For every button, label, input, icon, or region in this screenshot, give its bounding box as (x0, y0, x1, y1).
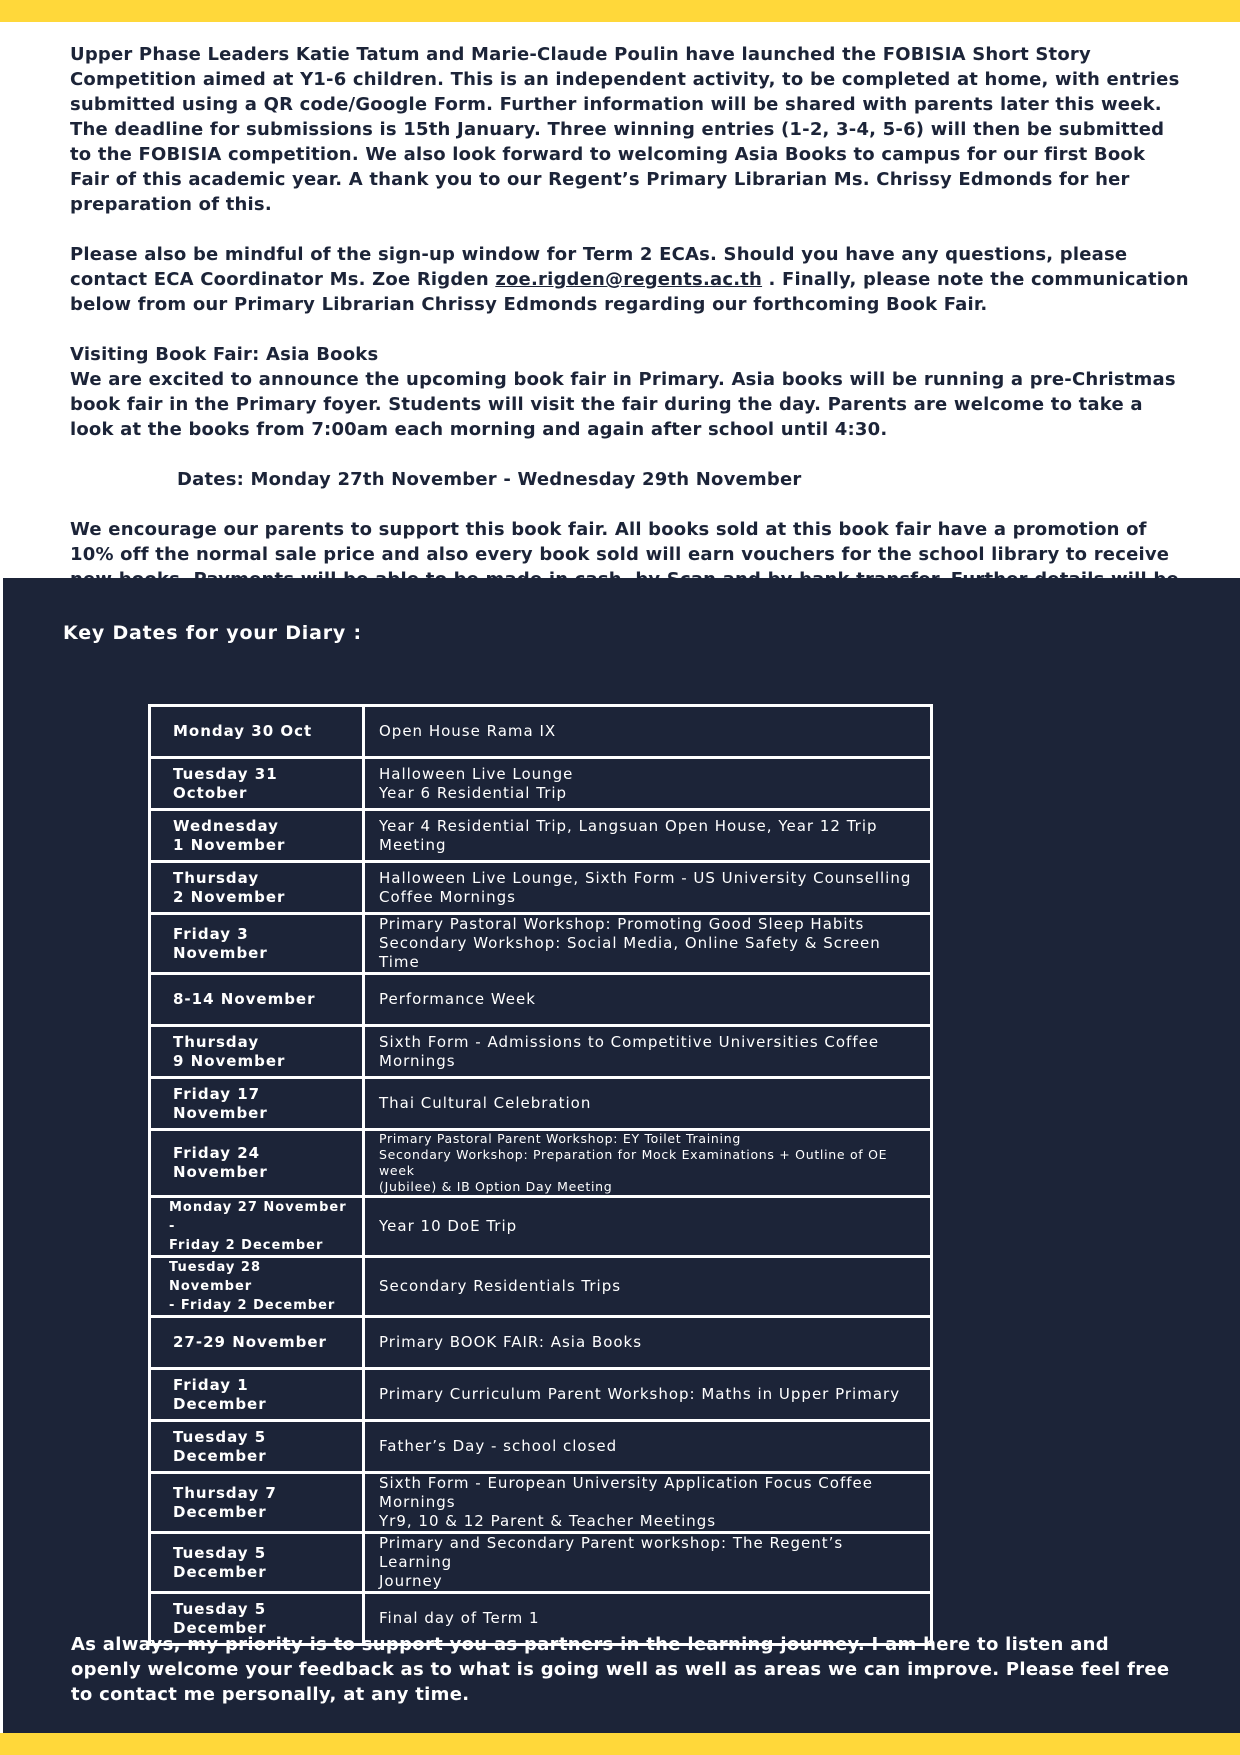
event-cell (364, 1533, 932, 1593)
event-line: Year 10 DoE Trip (379, 1217, 518, 1235)
event-cell (364, 1026, 932, 1078)
event-line: Secondary Residentials Trips (379, 1277, 622, 1295)
event-cell (364, 914, 932, 974)
date-cell (150, 862, 364, 914)
table-row (150, 1369, 932, 1421)
date-line: Friday 1 December (173, 1375, 267, 1413)
table-row (150, 1421, 932, 1473)
date-line: Friday 17 November (173, 1084, 268, 1122)
date-line: 9 November (173, 1051, 286, 1070)
date-cell (150, 1369, 364, 1421)
table-row (150, 810, 932, 862)
date-line: Monday 27 November - (169, 1200, 347, 1234)
date-cell (150, 706, 364, 758)
date-cell (150, 1026, 364, 1078)
event-cell (364, 1257, 932, 1317)
intro-section (70, 42, 1190, 617)
event-line: (Jubilee) & IB Option Day Meeting (379, 1179, 613, 1194)
date-cell (150, 1078, 364, 1130)
event-line: Open House Rama IX (379, 722, 557, 740)
fobisia-paragraph: Upper Phase Leaders Katie Tatum and Marie-Claude Poulin have launched the FOBISIA Short Story Competition aimed at Y1-6 children. This is an independent activity, to be completed at home, with entries submitted using a QR code/Google Form. Further information will be shared with parents later this week. The deadline for submissions is 15th January. Three winning entries (1-2, 3-4, 5-6) will then be submitted to the FOBISIA competition. We also look forward to welcoming Asia Books to campus for our first Book Fair of this academic year. A thank you to our Regent’s Primary Librarian Ms. Chrissy Edmonds for her preparation of this. (70, 44, 1180, 215)
event-line: Coffee Mornings (379, 887, 516, 906)
event-cell (364, 1369, 932, 1421)
date-cell (150, 1473, 364, 1533)
table-row (150, 1257, 932, 1317)
event-line: Journey (379, 1572, 443, 1590)
event-cell (364, 1078, 932, 1130)
event-cell (364, 810, 932, 862)
event-line: Primary BOOK FAIR: Asia Books (379, 1333, 643, 1351)
event-line: Year 4 Residential Trip, Langsuan Open House, Year 12 Trip Meeting (379, 816, 878, 854)
event-line: Primary Curriculum Parent Workshop: Maths in Upper Primary (379, 1385, 901, 1403)
event-line: Sixth Form - European University Application Focus Coffee Mornings (379, 1474, 873, 1511)
event-line: Secondary Workshop: Preparation for Mock Examinations + Outline of OE week (379, 1147, 888, 1178)
key-dates-panel (3, 578, 1240, 1733)
eca-text-before: Please also be mindful of the sign-up window for Term 2 ECAs. Should you have any questions, please contact ECA Coordinator Ms. Zoe Rigden (70, 244, 1128, 290)
date-line: Monday 30 Oct (173, 722, 313, 740)
event-cell (364, 974, 932, 1026)
bottom-accent-stripe (0, 1733, 1240, 1755)
table-row (150, 1197, 932, 1257)
event-cell (364, 1473, 932, 1533)
date-line: 8-14 November (173, 990, 316, 1008)
bookfair-support-paragraph: We encourage our parents to support this book fair. All books sold at this book fair have a promotion of 10% off the normal sale price and also every book sold will earn vouchers for the school library to receive (70, 519, 1170, 565)
top-accent-stripe (0, 0, 1240, 22)
date-line: 2 November (173, 887, 286, 906)
table-row (150, 1473, 932, 1533)
event-line: Halloween Live Lounge, Sixth Form - US University Counselling (379, 868, 912, 887)
date-cell (150, 914, 364, 974)
event-cell (364, 862, 932, 914)
table-row (150, 1026, 932, 1078)
date-cell (150, 758, 364, 810)
event-cell (364, 1421, 932, 1473)
date-line: Thursday 7 December (173, 1483, 277, 1521)
event-line: Father’s Day - school closed (379, 1437, 618, 1455)
bookfair-paragraph: We are excited to announce the upcoming book fair in Primary. Asia books will be running a pre-Christmas book fair in the Primary foyer. Students will visit the fair during the day. Parents are welcome to take a look at the books from 7:00am each morning and again after school until 4:30. (70, 369, 1176, 440)
date-line: Friday 24 November (173, 1144, 268, 1181)
event-cell (364, 1197, 932, 1257)
event-cell (364, 706, 932, 758)
date-line: Tuesday 5 December (173, 1427, 267, 1465)
date-line: Tuesday 5 December (173, 1599, 267, 1637)
event-line: Thai Cultural Celebration (379, 1094, 592, 1112)
table-row (150, 1078, 932, 1130)
table-row (150, 1130, 932, 1197)
bookfair-dates: Dates: Monday 27th November - Wednesday 29th November (177, 469, 802, 490)
date-line: Thursday (173, 1032, 260, 1051)
date-line: Thursday (173, 868, 260, 887)
date-line: Tuesday 28 November (169, 1260, 262, 1294)
event-cell (364, 1130, 932, 1197)
date-cell (150, 1197, 364, 1257)
date-line: 27-29 November (173, 1333, 327, 1351)
event-line: Primary Pastoral Workshop: Promoting Good Sleep Habits (379, 915, 865, 933)
date-line: Tuesday 5 December (173, 1543, 267, 1581)
date-cell (150, 810, 364, 862)
eca-paragraph (70, 242, 1190, 317)
table-row (150, 706, 932, 758)
event-line: Primary Pastoral Parent Workshop: EY Toilet Training (379, 1131, 741, 1146)
table-row (150, 914, 932, 974)
eca-text-after: . Finally, please note the communication below from our Primary Librarian Chrissy Edmonds regarding our forthcoming Book Fair. (70, 269, 1189, 315)
date-line: Friday 2 December (169, 1238, 324, 1253)
date-line: - Friday 2 December (169, 1298, 336, 1313)
table-row (150, 862, 932, 914)
event-line: Performance Week (379, 990, 536, 1008)
event-cell (364, 758, 932, 810)
key-dates-table (148, 704, 933, 1646)
event-line: Primary and Secondary Parent workshop: The Regent’s Learning (379, 1534, 844, 1571)
date-line: Tuesday 31 October (173, 764, 278, 802)
date-cell (150, 1421, 364, 1473)
event-line: Sixth Form - Admissions to Competitive Universities Coffee Mornings (379, 1032, 880, 1070)
bookfair-title: Visiting Book Fair: Asia Books (70, 344, 379, 365)
date-cell (150, 974, 364, 1026)
event-line: Secondary Workshop: Social Media, Online Safety & Screen Time (379, 934, 881, 971)
event-line: Yr9, 10 & 12 Parent & Teacher Meetings (379, 1512, 717, 1530)
table-row (150, 974, 932, 1026)
table-row (150, 1317, 932, 1369)
event-line: Year 6 Residential Trip (379, 783, 568, 802)
date-cell (150, 1317, 364, 1369)
event-line: Halloween Live Lounge (379, 764, 574, 783)
date-cell (150, 1130, 364, 1197)
closing-paragraph: As always, my priority is to support you as partners in the learning journey. I am here to listen and openly welcome your feedback as to what is going well as well as areas we can improve. Please feel free to contact me personally, at any time. (71, 1634, 1170, 1705)
table-row (150, 1533, 932, 1593)
date-line: 1 November (173, 835, 286, 854)
key-dates-heading: Key Dates for your Diary : (63, 622, 362, 644)
date-line: Wednesday (173, 816, 279, 835)
date-line: Friday 3 November (173, 924, 268, 962)
event-cell (364, 1317, 932, 1369)
eca-email-link[interactable]: zoe.rigden@regents.ac.th (495, 269, 763, 290)
event-line: Final day of Term 1 (379, 1609, 540, 1627)
date-cell (150, 1257, 364, 1317)
date-cell (150, 1533, 364, 1593)
table-row (150, 758, 932, 810)
